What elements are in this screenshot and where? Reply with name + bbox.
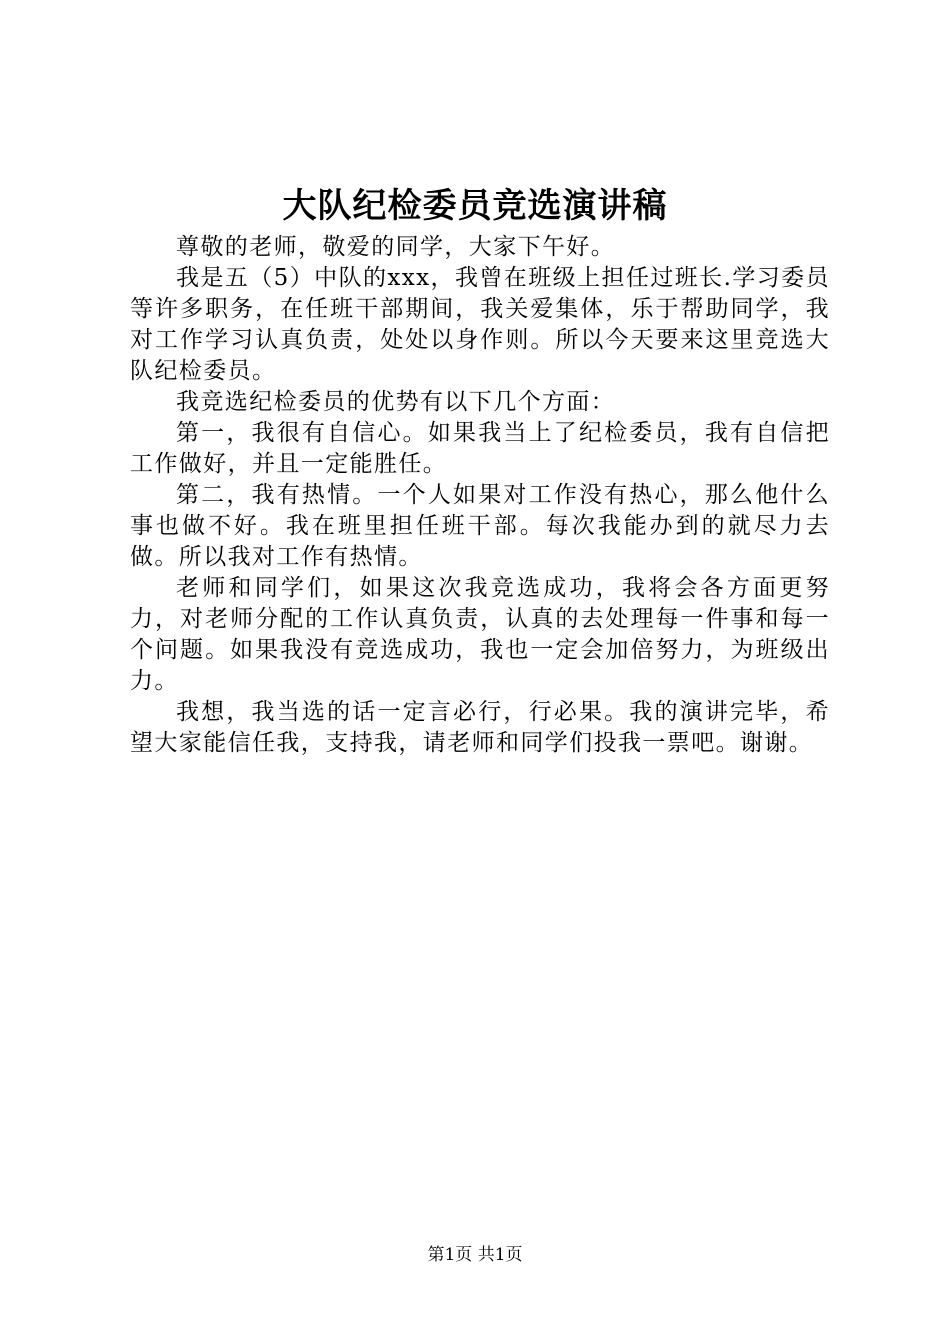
paragraph-greeting: 尊敬的老师，敬爱的同学，大家下午好。 <box>176 234 616 260</box>
document-title: 大队纪检委员竞选演讲稿 <box>282 186 668 226</box>
paragraph-first-point: 第一，我很有自信心。如果我当上了纪检委员，我有自信把工作做好，并且一定能胜任。 <box>130 420 830 477</box>
paragraph-closing: 我想，我当选的话一定言必行，行必果。我的演讲完毕，希望大家能信任我，支持我，请老师和同学们投我一票吧。谢谢。 <box>130 699 830 756</box>
page-footer: 第1页 共1页 <box>427 1245 523 1265</box>
paragraph-second-point: 第二，我有热情。一个人如果对工作没有热心，那么他什么事也做不好。我在班里担任班干部。每次我能办到的就尽力去做。所以我对工作有热情。 <box>130 482 830 570</box>
paragraph-commitment: 老师和同学们，如果这次我竞选成功，我将会各方面更努力，对老师分配的工作认真负责，认真的去处理每一件事和每一个问题。如果我没有竞选成功，我也一定会加倍努力，为班级出力。 <box>130 575 830 694</box>
paragraph-advantages-intro: 我竞选纪检委员的优势有以下几个方面： <box>176 389 616 415</box>
document-body <box>130 232 830 759</box>
paragraph-introduction: 我是五（5）中队的xxx，我曾在班级上担任过班长.学习委员等许多职务，在任班干部期间，我关爱集体，乐于帮助同学，我对工作学习认真负责，处处以身作则。所以今天要来这里竞选大队纪检委员。 <box>130 265 830 384</box>
